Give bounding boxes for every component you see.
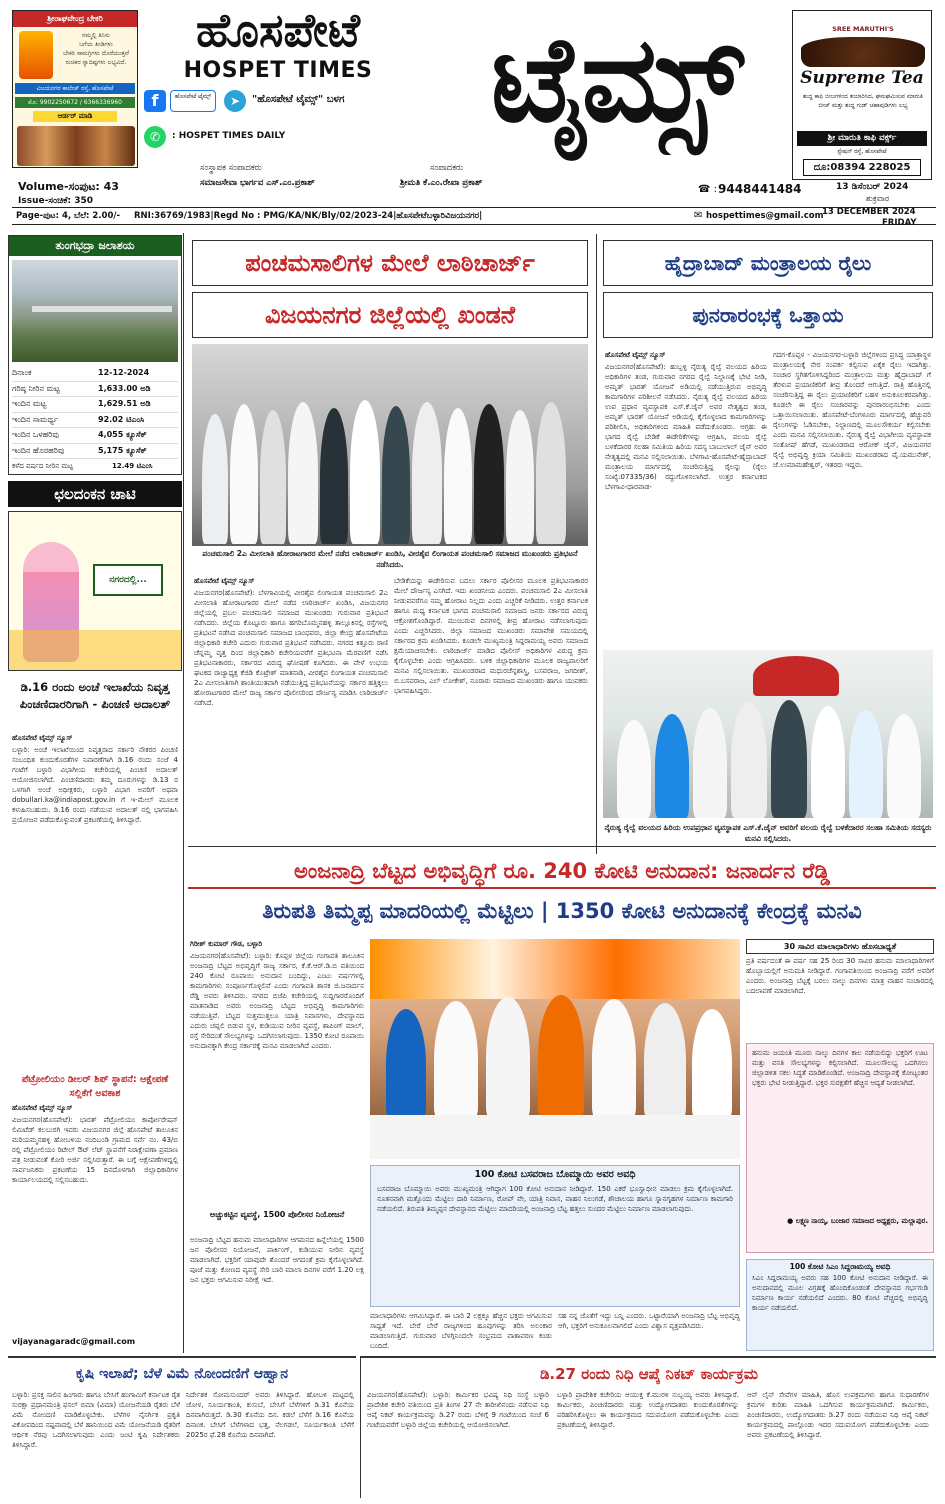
- tea-address: ಸ್ಟೇಷನ್ ರಸ್ತೆ, ಹೊಸಪೇಟೆ: [837, 148, 887, 155]
- nidhi-col2: ಬಳ್ಳಾರಿ ಪ್ರಾದೇಶಿಕ ಕಚೇರಿಯ ಆಯುಕ್ತ ಕೆ.ಮುರಳಿ ಸುಬ್ಬಯ್ಯ ಅವರು ತಿಳಿಸಿದ್ದಾರೆ. ಕಾರ್ಮಿಕರು, ಪಿಂಚಣಿದಾರರು ಮತ್ತು ಉದ್ಯೋಗದಾತರು ಕುಂದುಕೊರತೆಗಳನ್ನು ಪರಿಹರಿಸಿಕೊಳ್ಳಲು ಈ ಕಾರ್ಯಕ್ರಮದ ಸದುಪಯೋಗ ಪಡೆದುಕೊಳ್ಳಬೇಕು ಎಂದು ಪ್ರಕಟಣೆಯಲ್ಲಿ ತಿಳಿಸಿದ್ದಾರೆ.: [557, 1391, 739, 1429]
- siddu-title: 100 ಕೋಟಿ ಸಿಎಂ ಸಿದ್ದರಾಮಯ್ಯ ಅವಧಿ: [789, 1262, 891, 1271]
- nidhi-story: [360, 1356, 936, 1498]
- tea-cup-image: [801, 37, 925, 67]
- nidhi-headline: ಡಿ.27 ರಂದು ನಿಧಿ ಆಪ್ಕೆ ನಿಕಟ್ ಕಾರ್ಯಕ್ರಮ: [539, 1365, 759, 1383]
- tea-brand: SREE MARUTHI'S: [832, 25, 894, 33]
- siddu-body: ಸಿಎಂ ಸಿದ್ದರಾಮಯ್ಯ ಅವರು ಸಹ 100 ಕೋಟಿ ಅನುದಾನ ನೀಡಿದ್ದಾರೆ. ಈ ಅನುದಾನದಲ್ಲಿ ಮೂಲ ವಿಗ್ರಹಕ್ಕೆ ಹೊಂದಿಕೊಂಡಂತೆ ದೇವಸ್ಥಾನದ ಗರ್ಭಗುಡಿ ನಿರ್ಮಾಣ ಕಾರ್ಯ ನಡೆಯಲಿದೆ ಎಂದರು. 80 ಕೋಟಿ ವೆಚ್ಚದಲ್ಲಿ ಅಭಿವೃದ್ಧಿ ಕಾರ್ಯ ನಡೆಯಲಿದೆ.: [752, 1274, 928, 1312]
- hanuma-box: [746, 1043, 934, 1253]
- kannada-title: ಹೊಸಪೇಟೆ: [195, 3, 361, 57]
- bakery-line: ನಮ್ಮಲ್ಲಿ ತಿನಿಸು: [82, 32, 110, 39]
- founder-label: ಸಂಸ್ಥಾಪಕ ಸಂಪಾದಕರು: [200, 163, 262, 173]
- anjanadri-col2: ಮಾಲಾಧಾರಿಗಳು ಆಗಮಿಸಿದ್ದಾರೆ. ಈ ಬಾರಿ 2 ಲಕ್ಷಕ್ಕೂ ಹೆಚ್ಚಿನ ಭಕ್ತರು ಆಗಮಿಸುವ ಸಾಧ್ಯತೆ ಇದೆ. ಬೇರೆ ಬೇರೆ ರಾಜ್ಯಗಳಿಂದ ಹೂವುಗಳನ್ನು ತರಿಸಿ ಅಲಂಕಾರ ಮಾಡಲಾಗುತ್ತಿದೆ. ಗುರುವಾರ ಬೆಳಗ್ಗಿನಿಂದಲೇ ಸಂಭ್ರಮದ ವಾತಾವರಣ ಕಂಡು ಬಂದಿದೆ.: [370, 1312, 552, 1350]
- agri-col1: ಬಳ್ಳಾರಿ: ಪ್ರಸಕ್ತ ಸಾಲಿನ ಹಿಂಗಾರು ಹಾಗೂ ಬೇಸಿಗೆ ಹಂಗಾಮಿಗೆ ಕರ್ನಾಟಕ ರೈತ ಸುರಕ್ಷಾ ಪ್ರಧಾನಮಂತ್ರಿ ಫಸಲ್ ಬಿಮಾ (ವಿಮಾ) ಯೋಜನೆಯಡಿ ರೈತರು ಬೆಳೆ ವಿಮೆ ನೋಂದಣಿ ಮಾಡಿಕೊಳ್ಳಬೇಕು. ಬೆಳೆಗಳ ನೈಸರ್ಗಿಕ ಪ್ರಕೃತಿ ವಿಕೋಪದಿಂದ ನಷ್ಟವಾದಲ್ಲಿ ಬೆಳೆ ಹಾನಿಯಿಂದ ವಿಮೆ ಯೋಜನೆಯಡಿ ರೈತರಿಗೆ ಆರ್ಥಿಕ ನೆರವು ಒದಗಿಸಲಾಗುವುದು ಎಂದು ಜಂಟಿ ಕೃಷಿ ನಿರ್ದೇಶಕರು ತಿಳಿಸಿದ್ದಾರೆ.: [12, 1391, 180, 1449]
- phone-icon: ☎ :: [698, 184, 718, 195]
- bommai-box-body: ಬಸವರಾಜ ಬೊಮ್ಮಾಯಿ ಅವರು ಮುಖ್ಯಮಂತ್ರಿ ಆಗಿದ್ದಾಗ 100 ಕೋಟಿ ಅನುದಾನ ನೀಡಿದ್ದಾರೆ. 150 ಎಕರೆ ಭೂಸ್ವಾಧೀನ ಮಾಡಲು ಕ್ರಮ ಕೈಗೊಳ್ಳಲಾಗಿದೆ. ನೂತನವಾಗಿ ಮತ್ತೊಂದು ಮೆಟ್ಟಿಲು ದಾರಿ ನಿರ್ಮಾಣ, ರೋಪ್ ವೇ, ಯಾತ್ರಿ ನಿವಾಸ, ವಾಹನ ನಿಲುಗಡೆ, ಶೌಚಾಲಯ ಹಾಗೂ ಸ್ನಾನಗೃಹಗಳ ನಿರ್ಮಾಣ ಕಾಮಗಾರಿ ನಡೆಯಲಿದೆ. ತಿರುಪತಿ ತಿಮ್ಮಪ್ಪನ ದೇವಸ್ಥಾನದ ಮೆಟ್ಟಿಲು ಮಾದರಿಯಲ್ಲಿ ಅಂಜನಾದ್ರಿ ಬೆಟ್ಟ ಹತ್ತಲು ಸುಂದರ ಮೆಟ್ಟಿಲು ನಿರ್ಮಾಣ ಮಾಡಲಾಗುವುದು.: [377, 1185, 733, 1213]
- anjanadri-col1b: ಅಂಜನಾದ್ರಿ ಬೆಟ್ಟದ ಹನುಮ ಮಾಲಾಧಾರಿಗಳ ಆಗಮನದ ಹಿನ್ನೆಲೆಯಲ್ಲಿ 1500 ಜನ ಪೊಲೀಸರ ನಿಯೋಜನೆ, ಪಾರ್ಕಿಂಗ್, ಕುಡಿಯುವ ನೀರಿನ ವ್ಯವಸ್ಥೆ ಮಾಡಲಾಗಿದೆ. ಭಕ್ತರಿಗೆ ಯಾವುದೇ ತೊಂದರೆ ಆಗದಂತೆ ಕ್ರಮ ಕೈಗೊಳ್ಳಲಾಗಿದೆ. ಪೂಜೆ ಮತ್ತು ಕೋಣದ ವ್ಯವಸ್ಥೆ ಸೇರಿ ಬಾರಿ ಮಾಲಾ ದಿನಗಳ ವರೆಗೆ 1.20 ಲಕ್ಷ ಜನ ಭಕ್ತರು ಆಗಮಿಸುವ ನಿರೀಕ್ಷೆ ಇದೆ.: [190, 1236, 364, 1284]
- dam-row-key: ಇಂದಿನ ಸಾಮರ್ಥ್ಯ: [12, 414, 58, 424]
- anjanadri-byline: ಗಿರೀಶ್ ಕುಮಾರ್ ಗೌಡ, ಬಳ್ಳಾರಿ: [190, 940, 263, 948]
- bommai-box-title: 100 ಕೋಟಿ ಬಸವರಾಜ ಬೊಮ್ಮಾಯಿ ಅವರ ಅವಧಿ: [474, 1169, 636, 1180]
- fb-badge: ಹೊಸಪೇಟೆ ಟೈಮ್ಸ್: [170, 90, 216, 112]
- dam-row-key: ಕಳೆದ ವರ್ಷದ ನೀರಿನ ಮಟ್ಟ: [12, 462, 74, 470]
- siddu-box: [746, 1259, 934, 1351]
- dam-row-value: 92.02 ಟಿಎಂಸಿ: [98, 414, 145, 424]
- lathi-col1: ವಿಜಯನಗರ(ಹೊಸಪೇಟೆ): ಬೆಳಗಾವಿಯಲ್ಲಿ ವೀರಶೈವ ಲಿಂಗಾಯತ ಪಂಚಮಸಾಲಿ 2ಎ ಮೀಸಲಾತಿ ಹೋರಾಟಗಾರರ ಮೇಲೆ ನಡೆದ ಲಾಠಿಚಾರ್ಜ್ ಖಂಡಿಸಿ, ವಿಜಯನಗರ ಜಿಲ್ಲೆಯಲ್ಲಿ ಪ್ರಬಲ ಪಂಚಮಸಾಲಿ ಸಮಾಜದ ಮುಖಂಡರು ಗುರುವಾರ ಪ್ರತಿಭಟನೆ ನಡೆಸಿದರು. ಜಿಲ್ಲೆಯ ಕೊಟ್ಟೂರು ಹಾಗೂ ಹಗರಿಬೊಮ್ಮನಹಳ್ಳಿ ತಾಲ್ಲೂಕಿನಲ್ಲಿ ರಸ್ತೆಗಳಲ್ಲಿ ಪ್ರತಿಭಟನೆ ನಡೆಸಿದ ಪಂಚಮಸಾಲಿ ಸಮಾಜದ ಬಾಂಧವರು, ಜಿಲ್ಲಾ ಕೇಂದ್ರ ಹೊಸಪೇಟೆಯ ಜಿಲ್ಲಾಧಿಕಾರಿ ಕಚೇರಿ ಎದುರು ಗುರುವಾರ ಪ್ರತಿಭಟನೆ ನಡೆಸಿದರು. ನಗರದ ಕಿತ್ತೂರು ರಾಣಿ ಚೆನ್ನಮ್ಮ ವೃತ್ತ ದಿಂದ ಜಿಲ್ಲಾಧಿಕಾರಿ ಕಚೇರಿಯವರೆಗೆ ಪ್ರತಿಭಟನಾ ಮೆರವಣಿಗೆ ನಡೆಸಿ ಪ್ರತಿಭಟನಾಕಾರರು, ಸರ್ಕಾರದ ವಿರುದ್ಧ ಘೋಷಣೆ ಕೂಗಿದರು. ಈ ವೇಳೆ ಉಭಯ ಘಟಕದ ರಾಜ್ಯಾಧ್ಯಕ್ಷ ಕೆಜಿಡಿ ಕೊಟ್ರೇಶ್ ಮಾತನಾಡಿ, ವೀರಶೈವ ಲಿಂಗಾಯತ ಪಂಚಮಸಾಲಿ 2ಎ ಮೀಸಲಾತಿಗಾಗಿ ಶಾಂತಿಯುತವಾಗಿ ನಡೆಯುತ್ತಿದ್ದ ಪ್ರತಿಭಟನೆಯನ್ನು ಸರ್ಕಾರ ಹತ್ತಿಕ್ಕಲು ಹೋರಾಟಗಾರರ ಮೇಲೆ ರಾಜ್ಯ ಸರ್ಕಾರ ಪೊಲೀಸರಿಂದ ದೌರ್ಜನ್ಯ ಮಾಡಿಸಿ ಲಾಠಿಚಾರ್ಜ್ ನಡೆಸಿದೆ.: [194, 589, 388, 707]
- phone-number: 9448441484: [718, 182, 802, 196]
- bakery-phone: ಮೊ: 9902250672 / 6366336960: [15, 97, 135, 108]
- bommai-box: [370, 1165, 740, 1307]
- lathi-photo: [192, 344, 588, 546]
- dam-row-key: ಇಂದಿನ ಮಟ್ಟ: [12, 399, 47, 408]
- pension-headline: ಡಿ.16 ರಂದು ಅಂಚೆ ಇಲಾಖೆಯ ನಿವೃತ್ತ ಪಿಂಚಣಿದಾರರಿಗಾಗಿ - ಪಿಂಚಣಿ ಅದಾಲತ್: [19, 680, 171, 711]
- dam-row-value: 12.49 ಟಿಎಂಸಿ: [112, 462, 153, 470]
- dam-row-key: ಗರಿಷ್ಠ ನೀರಿನ ಮಟ್ಟ: [12, 383, 60, 393]
- tea-ad: [792, 10, 932, 180]
- issue: Issue-ಸಂಚಿಕೆ: 350: [18, 196, 94, 206]
- cartoon-panel: [8, 511, 182, 671]
- banner: [370, 939, 740, 999]
- dam-row-key: ಇಂದಿನ ಒಳಹರಿವು: [12, 430, 59, 439]
- bakery-ad-title: ಶ್ರೀರಾಘವೇಂದ್ರ ಬೇಕರಿ: [13, 11, 137, 27]
- masthead: [0, 0, 945, 232]
- anjanadri-headline-1: ಅಂಜನಾದ್ರಿ ಬೆಟ್ಟದ ಅಭಿವೃದ್ಧಿಗೆ ರೂ. 240 ಕೋಟಿ ಅನುದಾನ: ಜನಾರ್ದನ ರೆಡ್ಡಿ: [188, 853, 936, 889]
- rail-photo: [603, 650, 933, 818]
- dam-row-value: 1,633.00 ಅಡಿ: [98, 383, 151, 393]
- umbrella: [753, 656, 839, 696]
- day-kn: ಶುಕ್ರವಾರ: [866, 194, 890, 203]
- bakery-ad: [12, 10, 138, 168]
- facebook-icon[interactable]: f: [144, 90, 166, 112]
- dam-row-key: ಇಂದಿನ ಹೊರಹರಿವು: [12, 445, 65, 455]
- email[interactable]: hospettimes@gmail.com: [706, 211, 824, 221]
- editor-name: ಶ್ರೀಮತಿ ಕೆ.ಎಂ.ರೇಖಾ ಪ್ರಕಾಶ್: [400, 178, 483, 188]
- petrol-headline: ಪೆಟ್ರೋಲಿಯಂ ಡೀಲರ್ ಶಿಪ್ ಸ್ಥಾಪನೆ: ಆಕ್ಷೇಪಣೆ ಸಲ್ಲಿಕೆಗೆ ಅವಕಾಶ: [21, 1074, 169, 1099]
- whatsapp-icon[interactable]: ✆: [144, 126, 166, 148]
- tea-works: ಶ್ರೀ ಮಾರುತಿ ಕಾಫಿ ವರ್ಕ್ಸ್: [797, 131, 927, 146]
- lathi-story: [188, 234, 592, 854]
- reg-bar: [12, 207, 936, 225]
- english-title: HOSPET TIMES: [183, 58, 373, 83]
- anjanadri-col1: ವಿಜಯನಗರ(ಹೊಸಪೇಟೆ): ಬಳ್ಳಾರಿ: ಕೊಪ್ಪಳ ಜಿಲ್ಲೆಯ ಗಂಗಾವತಿ ತಾಲೂಕಿನ ಅಂಜನಾದ್ರಿ ಬೆಟ್ಟದ ಅಭಿವೃದ್ಧಿಗೆ ರಾಜ್ಯ ಸರ್ಕಾರ, ಕೆ.ಕೆ.ಆರ್.ಡಿ.ಬಿ ವತಿಯಿಂದ 240 ಕೋಟಿ ರೂಪಾಯಿ ಅನುದಾನ ಬಂದಿದ್ದು, ಎಂಟು ವರ್ಷಗಳಲ್ಲಿ ಕಾಮಗಾರಿಗಳು ಸಂಪೂರ್ಣಗೊಳ್ಳಲಿವೆ ಎಂದು ಗಂಗಾವತಿ ಶಾಸಕ ಜಿ.ಜನಾರ್ದನ ರೆಡ್ಡಿ ಅವರು ತಿಳಿಸಿದರು. ನಗರದ ಬಿಜೆಪಿ ಕಚೇರಿಯಲ್ಲಿ ಸುದ್ದಿಗಾರರೊಂದಿಗೆ ಮಾತನಾಡಿದ ಅವರು ಅಂಜನಾದ್ರಿ ಬೆಟ್ಟದ ಅಭಿವೃದ್ಧಿ ಕಾಮಗಾರಿಗಳು ನಡೆಯುತ್ತಿವೆ. ಬೆಟ್ಟದ ಸುತ್ತಮುತ್ತಲೂ ಯಾತ್ರಿ ನಿವಾಸಗಳು, ದೇವಸ್ಥಾನದ ಎದುರು ಚಪ್ಪಲಿ ಬಿಡುವ ಸ್ಥಳ, ಕುಡಿಯುವ ನೀರಿನ ವ್ಯವಸ್ಥೆ, ಶಾಪಿಂಗ್ ಮಾಲ್, ರಸ್ತೆ ಸೇರಿದಂತೆ ಸೌಲಭ್ಯಗಳನ್ನು ಒದಗಿಸಲಾಗುವುದು. 1350 ಕೋಟಿ ರೂಪಾಯಿ ಅನುದಾನಕ್ಕಾಗಿ ಕೇಂದ್ರ ಸರ್ಕಾರಕ್ಕೆ ಮನವಿ ಮಾಡಲಾಗಿದೆ ಎಂದರು.: [190, 952, 364, 1050]
- tea-name: Supreme Tea: [800, 68, 924, 88]
- rail-caption: ನೈರುತ್ಯ ರೈಲ್ವೆ ವಲಯದ ಹಿರಿಯ ಉಪಪ್ರಧಾನ ವ್ಯವಸ್ಥಾಪಕ ಎಸ್.ಕೆ.ಜೈನ್ ಅವರಿಗೆ ವಲಯ ರೈಲ್ವೆ ಬಳಕೆದಾರರ ಸಲಹಾ ಸಮಿತಿಯ ಸದಸ್ಯರು ಮನವಿ ಸಲ್ಲಿಸಿದರು.: [604, 823, 932, 843]
- telegram-icon[interactable]: ➤: [224, 90, 246, 112]
- lathi-col2: ಬೇಡಿಕೆಯನ್ನು ಈಡೇರಿಸುವ ಬದಲು ಸರ್ಕಾರ ಪೊಲೀಸರ ಮೂಲಕ ಪ್ರತಿಭಟನಾಕಾರರ ಮೇಲೆ ದೌರ್ಜನ್ಯ ಎಸಗಿದೆ. ಇದು ಖಂಡನೀಯ ಎಂದರು. ಪಂಚಮಸಾಲಿ 2ಎ ಮೀಸಲಾತಿ ನೀಡುವವರೆಗೂ ನಮ್ಮ ಹೋರಾಟ ನಿಲ್ಲದು ಎಂದು ಎಚ್ಚರಿಕೆ ನೀಡಿದರು. ಉತ್ತರ ಕರ್ನಾಟಕ ಹಾಗೂ ಮಧ್ಯ ಕರ್ನಾಟಕ ಭಾಗದ ಪಂಚಮಸಾಲಿ ಸಮಾಜದ ಜನರು ಸರ್ಕಾರದ ವಿರುದ್ಧ ಆಕ್ರೋಶಗೊಂಡಿದ್ದಾರೆ. ಮುಂಬರುವ ದಿನಗಳಲ್ಲಿ ತೀವ್ರ ಹೋರಾಟ ನಡೆಸಲಾಗುವುದು ಎಂದು ಎಚ್ಚರಿಸಿದರು. ಜಿಲ್ಲಾ ಸಮಾಜದ ಮುಖಂಡರು ಸಮಾವೇಶ ಸಮಯದಲ್ಲಿ ಸರ್ಕಾರದ ಕ್ರಮ ಖಂಡಿಸಿದರು. ಕೂಡಲೇ ಮುಖ್ಯಮಂತ್ರಿ ಸಿದ್ದರಾಮಯ್ಯ ಅವರು ಸಮಾಜದ ಕ್ಷಮೆಯಾಚಿಸಬೇಕು. ಲಾಠಿಚಾರ್ಜ್ ಮಾಡಿದ ಪೊಲೀಸ್ ಅಧಿಕಾರಿಗಳ ವಿರುದ್ಧ ಕ್ರಮ ಕೈಗೊಳ್ಳಬೇಕು ಎಂದು ಆಗ್ರಹಿಸಿದರು. ಬಳಿಕ ಜಿಲ್ಲಾಧಿಕಾರಿಗಳ ಮೂಲಕ ರಾಜ್ಯಪಾಲರಿಗೆ ಮನವಿ ಸಲ್ಲಿಸಲಾಯಿತು. ಮುಖಂಡರಾದ ಮಧುರಚೆನ್ನಶಾಸ್ತ್ರಿ, ಬಸವರಾಜ, ಜಗದೀಶ್, ಬಿ.ಬಸವರಾಜ, ಎಲ್ ಲೋಕೇಶ್, ನೂರಾರು ಸಮಾಜದ ಮುಖಂಡರು ಹಾಗೂ ಯುವಕರು ಭಾಗವಹಿಸಿದ್ದರು.: [394, 577, 588, 695]
- garland-box: [746, 939, 934, 1039]
- rail-headline-2: ಪುನರಾರಂಭಕ್ಕೆ ಒತ್ತಾಯ: [603, 292, 933, 338]
- anjanadri-headline-2: ತಿರುಪತಿ ತಿಮ್ಮಪ್ಪ ಮಾದರಿಯಲ್ಲಿ ಮೆಟ್ಟಿಲು | 1350 ಕೋಟಿ ಅನುದಾನಕ್ಕೆ ಕೇಂದ್ರಕ್ಕೆ ಮನವಿ: [262, 899, 862, 923]
- anjanadri-story: [188, 846, 936, 1354]
- bakery-address: ವಿಜಯನಗರ ಕಾಲೇಜ್ ರಸ್ತೆ, ಹೊಸಪೇಟೆ: [15, 83, 135, 94]
- cartoon-sofa: [9, 630, 181, 670]
- lathi-byline: ಹೊಸಪೇಟೆ ಟೈಮ್ಸ್ ನ್ಯೂಸ್: [194, 577, 255, 585]
- tea-phone: ದೂ:08394 228025: [803, 159, 921, 176]
- dam-row-value: 5,175 ಕ್ಯೂಸೆಕ್: [98, 445, 147, 455]
- bakery-order: ಆರ್ಡರ್ ಮಾಡಿ: [33, 111, 117, 122]
- agri-col2: ನಿರ್ದೇಶಕ ಸೋಮಸುಂದರ್ ಅವರು ತಿಳಿಸಿದ್ದಾರೆ. ಹೋಬಳಿ ಮಟ್ಟದಲ್ಲಿ ಜೋಳ, ಸೂರ್ಯಕಾಂತಿ, ಕುಸುಬೆ, ಬೇಸಿಗೆ ಬೆಳೆಗಳಿಗೆ ಡಿ.31 ಕೊನೆಯ ದಿನವಾಗಿರುತ್ತದೆ. ಡಿ.30 ಕೊನೆಯ ದಿನ. ಕಡಲೆ ಬೆಳೆಗೆ ಡಿ.16 ಕೊನೆಯ ದಿನಾಂಕ. ಬೇಸಿಗೆ ಬೆಳೆಗಳಾದ ಭತ್ತ, ನೆಲಗಡಲೆ, ಸೂರ್ಯಕಾಂತಿ ಬೆಳೆಗೆ 2025ರ ಫೆ.28 ಕೊನೆಯ ದಿನವಾಗಿದೆ.: [186, 1391, 354, 1439]
- facebook-group-text: "ಹೊಸಪೇಟೆ ಟೈಮ್ಸ್" ಬಳಗ: [252, 94, 345, 105]
- anjanadri-col3: ಸಹ ನನ್ನ ಜೊತೆಗೆ ಇದ್ದು ಬನ್ನಿ ಎಂದರು. ಒಟ್ಟಾರೆಯಾಗಿ ಅಂಜನಾದ್ರಿ ಬೆಟ್ಟ ಅಭಿವೃದ್ಧಿ ಆಗಿ, ಭಕ್ತರಿಗೆ ಅನುಕೂಲವಾಗಲಿದೆ ಎಂದು ವಿಶ್ವಾಸ ವ್ಯಕ್ತಪಡಿಸಿದರು.: [558, 1312, 740, 1330]
- bakery-line: ಬಗೆಯ ತಿಂಡಿಗಳು: [79, 41, 113, 48]
- pages: Page-ಪುಟ: 4, ಬೆಲೆ: 2.00/-: [16, 211, 121, 221]
- rail-story: [596, 234, 936, 854]
- dam-row-value: 4,055 ಕ್ಯೂಸೆಕ್: [98, 430, 147, 439]
- lathi-headline-1: ಪಂಚಮಸಾಲಿಗಳ ಮೇಲೆ ಲಾಠಿಚಾರ್ಜ್: [192, 240, 588, 286]
- pension-body: ಬಳ್ಳಾರಿ: ಅಂಚೆ ಇಲಾಖೆಯಿಂದ ನಿವೃತ್ತರಾದ ಸರ್ಕಾರಿ ನೌಕರರ ಪಿಂಚಣಿ ಸಂಬಂಧಿತ ಕುಂದುಕೊರತೆಗಳ ನಿವಾರಣೆಗಾಗಿ ಡಿ.16 ರಂದು ಸಂಜೆ 4 ಗಂಟೆಗೆ ಬಳ್ಳಾರಿ ವಿಭಾಗೀಯ ಕಚೇರಿಯಲ್ಲಿ ಪಿಂಚಣಿ ಅದಾಲತ್ ಆಯೋಜಿಸಲಾಗಿದೆ. ಪಿಂಚಣಿದಾರರು ತಮ್ಮ ದೂರುಗಳನ್ನು ಡಿ.13 ರ ಒಳಗಾಗಿ ಅಂಚೆ ಅಧೀಕ್ಷಕರು, ಬಳ್ಳಾರಿ ವಿಭಾಗ ಅವರಿಗೆ ಅಥವಾ dobullari.ka@indiapost.gov.in ಗೆ ಇ-ಮೇಲ್ ಮೂಲಕ ಕಳುಹಿಸಬಹುದು. ಡಿ.16 ರಂದು ನಡೆಯುವ ಅದಾಲತ್ ನಲ್ಲಿ ಭಾಗವಹಿಸಿ ಪ್ರಯೋಜನ ಪಡೆದುಕೊಳ್ಳುವಂತೆ ಪ್ರಕಟಣೆಯಲ್ಲಿ ತಿಳಿಸಿದ್ದಾರೆ.: [12, 746, 178, 824]
- lathi-caption: ಪಂಚಮಸಾಲಿ 2ಎ ಮೀಸಲಾತಿ ಹೋರಾಟಗಾರರ ಮೇಲೆ ನಡೆದ ಲಾಠಿಚಾರ್ಜ್ ಖಂಡಿಸಿ, ವೀರಶೈವ ಲಿಂಗಾಯತ ಪಂಚಮಸಾಲಿ ಸಮಾಜದ ಮುಖಂಡರು ಪ್ರತಿಭಟನೆ ನಡೆಸಿದರು.: [202, 549, 578, 569]
- cakes-image: [17, 126, 135, 166]
- whatsapp-text: : HOSPET TIMES DAILY: [172, 131, 286, 141]
- petrol-byline: ಹೊಸಪೇಟೆ ಟೈಮ್ಸ್ ನ್ಯೂಸ್: [12, 1104, 73, 1112]
- press-table: [370, 1115, 740, 1159]
- lathi-headline-2: ವಿಜಯನಗರ ಜಿಲ್ಲೆಯಲ್ಲಿ ಖಂಡನೆ: [192, 292, 588, 338]
- dam-row-value: 12-12-2024: [98, 368, 150, 377]
- bakery-line: ಬೇಕರಿ ಸಾಮಗ್ರಿಗಳು ದೊರೆಯುತ್ತವೆ: [63, 50, 129, 57]
- agri-story: [8, 1356, 356, 1498]
- garland-title: 30 ಸಾವಿರ ಮಾಲಾಧಾರಿಗಳು ಹೊಸಬಾಧ್ಯತೆ: [746, 939, 934, 954]
- date-kn: 13 ಡಿಸೆಂಬರ್ 2024: [836, 182, 909, 192]
- rail-headline-1: ಹೈದ್ರಾಬಾದ್ ಮಂತ್ರಾಲಯ ರೈಲು: [603, 240, 933, 286]
- big-title: ಟೈಮ್ಸ್: [490, 9, 740, 148]
- volume: Volume-ಸಂಪುಟ: 43: [18, 180, 119, 193]
- dam-panel: [8, 235, 182, 475]
- pension-byline: ಹೊಸಪೇಟೆ ಟೈಮ್ಸ್ ನ್ಯೂಸ್: [12, 734, 73, 742]
- reg-line: RNI:36769/1983|Regd No : PMG/KA/NK/Bly/02/2023-24|ಹೊಸಪೇಟೆಬಳ್ಳಾರಿವಿಜಯನಗರ|: [134, 211, 483, 221]
- bakery-line: ರುಚಿಕರ ಸ್ವಾದಿಷ್ಟಗಳು ಲಭ್ಯವಿದೆ.: [65, 59, 127, 66]
- rail-col1: ವಿಜಯನಗರ(ಹೊಸಪೇಟೆ): ಹುಬ್ಬಳ್ಳಿ ನೈರುತ್ಯ ರೈಲ್ವೆ ವಲಯದ ಹಿರಿಯ ಅಧಿಕಾರಿಗಳ ತಂಡ, ಗುರುವಾರ ನಗರದ ರೈಲ್ವೆ ನಿಲ್ದಾಣಕ್ಕೆ ಭೇಟಿ ನೀಡಿ, ಅಮೃತ್ ಭಾರತ್ ಯೋಜನೆ ಅಡಿಯಲ್ಲಿ ನಡೆಯುತ್ತಿರುವ ಅಭಿವೃದ್ಧಿ ಕಾಮಗಾರಿಗಳ ಪರಿಶೀಲನೆ ನಡೆಸಿದರು. ನೈರುತ್ಯ ರೈಲ್ವೆ ವಲಯದ ಹಿರಿಯ ಉಪ ಪ್ರಧಾನ ವ್ಯವಸ್ಥಾಪಕ ಎಸ್.ಕೆ.ಜೈನ್ ಅವರ ನೇತೃತ್ವದ ತಂಡ, ಅಮೃತ್ ಭಾರತ್ ಯೋಜನೆ ಅಡಿಯಲ್ಲಿ ಕೈಗೊಳ್ಳಲಾದ ಕಾಮಗಾರಿಗಳನ್ನು ಪರಿಶೀಲಿಸಿ, ಅಧಿಕಾರಿಗಳಿಂದ ಮಾಹಿತಿ ಪಡೆದುಕೊಂಡರು. ಆಗ್ರಹ: ಈ ಭಾಗದ ರೈಲ್ವೆ ಬೇಡಿಕೆ ಈಡೇರಿಕೆಗಳನ್ನು ಆಗ್ರಹಿಸಿ, ವಲಯ ರೈಲ್ವೆ ಬಳಕೆದಾರರ ಸಲಹಾ ಸಮಿತಿಯ ಹಿರಿಯ ಸದಸ್ಯ ಬಾಬುಲಾಲ್ ಜೈನ್ ಅವರ ನೇತೃತ್ವದಲ್ಲಿ ಮನವಿ ಸಲ್ಲಿಸಲಾಯಿತು. ಬೆಳಗಾವಿ-ಹೊಸಪೇಟೆ-ಹೈದ್ರಾಬಾದ್ ಮಂತ್ರಾಲಯ ಮಾರ್ಗದಲ್ಲಿ ಸಂಚರಿಸುತ್ತಿದ್ದ ರೈಲನ್ನು (ರೈಲು ಸಂಖ್ಯೆ:07335/36) ರದ್ದುಗೊಳಿಸಲಾಗಿದೆ. ಉತ್ತರ ಕರ್ನಾಟಕದ ಬೆಳಗಾವಿ-ಧಾರವಾಡ-: [605, 363, 767, 491]
- nidhi-col3: ಆನ್ ಲೈನ್ ಸೇವೆಗಳ ಮಾಹಿತಿ, ಹೊಸ ಉಪಕ್ರಮಗಳು ಹಾಗೂ ಸುಧಾರಣೆಗಳ ಕ್ರಮಗಳ ಕುರಿತು ಮಾಹಿತಿ ಒದಗಿಸುವ ಕಾರ್ಯಕ್ರಮವಾಗಿದೆ. ಕಾರ್ಮಿಕರು, ಪಿಂಚಣಿದಾರರು, ಉದ್ಯೋಗದಾತರು ಡಿ.27 ರಂದು ನಡೆಯುವ ನಿಧಿ ಆಪ್ಕೆ ನಿಕಟ್ ಕಾರ್ಯಕ್ರಮದಲ್ಲಿ ಪಾಲ್ಗೊಂಡು ಇದರ ಸದುಪಯೋಗ ಪಡೆದುಕೊಳ್ಳಬೇಕು ಎಂದು ಅವರು ಪ್ರಕಟಣೆಯಲ್ಲಿ ತಿಳಿಸಿದ್ದಾರೆ.: [747, 1391, 929, 1439]
- dam-title: ತುಂಗಭದ್ರಾ ಜಲಾಶಯ: [9, 236, 181, 256]
- rail-byline: ಹೊಸಪೇಟೆ ಟೈಮ್ಸ್ ನ್ಯೂಸ್: [605, 351, 666, 359]
- dam-row-value: 1,629.51 ಅಡಿ: [98, 399, 151, 408]
- hanuma-body: ಹನುಮ ಜಯಂತಿ ಮೂರು ನಾಲ್ಕು ದಿನಗಳ ಕಾಲ ನಡೆಯಲಿದ್ದು ಭಕ್ತರಿಗೆ ಊಟ ಮತ್ತು ವಸತಿ ಸೌಲಭ್ಯಗಳನ್ನು ಕಲ್ಪಿಸಲಾಗಿದೆ. ಮೂಲಸೌಲಭ್ಯ ಒದಗಿಸಲು ಜಿಲ್ಲಾಡಳಿತ ಸಕಲ ಸಿದ್ಧತೆ ಮಾಡಿಕೊಂಡಿದೆ. ಅಂಜನಾದ್ರಿ ದೇವಸ್ಥಾನಕ್ಕೆ ಕೋಟ್ಯಂತರ ಭಕ್ತರು ಭೇಟಿ ನೀಡುತ್ತಿದ್ದಾರೆ. ಭಕ್ತರ ಸುರಕ್ಷತೆಗೆ ಹೆಚ್ಚಿನ ಆದ್ಯತೆ ನೀಡಲಾಗಿದೆ.: [752, 1049, 928, 1087]
- anjanadri-sub: ಅಚ್ಚುಕಟ್ಟಿನ ವ್ಯವಸ್ಥೆ, 1500 ಪೊಲೀಸರ ನಿಯೋಜನೆ: [209, 1210, 345, 1219]
- garland-body: ಪ್ರತಿ ವರ್ಷದಂತೆ ಈ ವರ್ಷ ಸಹ 25 ರಿಂದ 30 ಸಾವಿರ ಹನುಮ ಮಾಲಾಧಾರಿಗಳಿಗೆ ಹೊಬ್ಬಾಯಲ್ಲಿಗೆ ಅನುಮತಿ ನೀಡಿದ್ದಾರೆ. ಗಂಗಾವತಿಯಿಂದ ಅಂಜನಾದ್ರಿ ವರೆಗೆ ಅವರಿಗೆ ಎಂದರು. ಅಂಜನಾದ್ರಿ ಬೆಟ್ಟಕ್ಕೆ ಬರಲು ನಾಲ್ಕು ದಿನಗಳು ಮಾತ್ರ ವಾಹನ ಸಂಚಾರದಲ್ಲಿ ಬದಲಾವಣೆ ಮಾಡಲಾಗಿದೆ.: [746, 957, 934, 995]
- date-en: 13 DECEMBER 2024: [822, 207, 916, 217]
- tea-text: ಶುದ್ಧ ಕಾಫಿ ಬೀಜಗಳಿಂದ ತಯಾರಿಸಿದ, ಘಮಘಮಿಸುವ ಮಾರುತಿ ಬೀಜ್ ಮತ್ತು ಶುದ್ಧ ಗುಡ್ ಚಹಾಪುಡಿಗಳು ಲಭ್ಯ: [803, 93, 923, 109]
- bakery-deity-image: [19, 31, 53, 79]
- day-en: FRIDAY: [882, 218, 917, 228]
- rail-col2: ಗದಗ-ಕೊಪ್ಪಳ - ವಿಜಯನಗರ-ಬಳ್ಳಾರಿ ಜಿಲ್ಲೆಗಳಿಂದ ಪ್ರಸಿದ್ಧ ಯಾತ್ರಾಸ್ಥಳ ಮಂತ್ರಾಲಯಕ್ಕೆ ನೇರ ಸಂಪರ್ಕ ಕಲ್ಪಿಸುವ ಏಕೈಕ ರೈಲು ಇದಾಗಿತ್ತು. ಸಂಚಾರ ಸ್ಥಗಿತಗೊಳಿಸಿದ್ದರಿಂದ ಮಂತ್ರಾಲಯ ಮತ್ತು ಹೈದ್ರಾಬಾದ್ ಗೆ ತೆರಳುವ ಪ್ರಯಾಣಿಕರಿಗೆ ತೀವ್ರ ತೊಂದರೆ ಆಗುತ್ತಿದೆ. ರಾತ್ರಿ ಹೊತ್ತಿನಲ್ಲಿ ಸಂಚರಿಸುತ್ತಿದ್ದ ಈ ರೈಲು ಪ್ರಯಾಣಿಕರಿಗೆ ಬಹಳ ಅನುಕೂಲಕರವಾಗಿತ್ತು. ಕೂಡಲೇ ಈ ರೈಲು ಸಂಚಾರವನ್ನು ಪುನರಾರಂಭಿಸಬೇಕು ಎಂದು ಒತ್ತಾಯಿಸಲಾಯಿತು. ಹೊಸಪೇಟೆ-ಬೆಂಗಳೂರು ಮಾರ್ಗದಲ್ಲಿ ಹೆಚ್ಚುವರಿ ರೈಲುಗಳನ್ನು ಓಡಿಸಬೇಕು, ನಿಲ್ದಾಣದಲ್ಲಿ ಮೂಲಸೌಕರ್ಯ ಕಲ್ಪಿಸಬೇಕು ಎಂದು ಮನವಿ ಸಲ್ಲಿಸಲಾಯಿತು. ನೈರುತ್ಯ ರೈಲ್ವೆ ವಿಭಾಗೀಯ ವ್ಯವಸ್ಥಾಪಕ ಸಂತೋಷ್ ಹೆಗಡೆ, ಮುಖಂಡರಾದ ಆರೋಕ್ ಜೈನ್, ವಿಜಯನಗರ ರೈಲ್ವೆ ಅಭಿವೃದ್ಧಿ ಕ್ರಿಯಾ ಸಮಿತಿಯ ಮುಖಂಡರಾದ ವೈ.ಯಮುನೇಶ್, ಜೆ.ಉಮಾಮಹೇಶ್ವರ್, ಇತರರು ಇದ್ದರು.: [773, 351, 931, 469]
- cartoon-title: ಛಲದಂಕನ ಚಾಟಿ: [8, 481, 182, 507]
- mail-icon: ✉: [694, 210, 703, 221]
- petrol-body: ವಿಜಯನಗರ(ಹೊಸಪೇಟೆ): ಭಾರತ್ ಪೆಟ್ರೋಲಿಯಂ ಕಾರ್ಪೋರೇಷನ್ ಲಿಮಿಟೆಡ್ ಕಲಬುರಗಿ ಇವರು ವಿಜಯನಗರ ಜಿಲ್ಲೆ ಹೊಸಪೇಟೆ ತಾಲೂಕಿನ ಮರಿಯಮ್ಮನಹಳ್ಳಿ ಹೋಬಳಿಯ ನಂದಿಬಂಡಿ ಗ್ರಾಮದ ಸರ್ವೆ ನಂ. 43/ಬಿ ರಲ್ಲಿ ಪೆಟ್ರೋಲಿಯಂ ರಿಟೇಲ್ ಔಟ್ ಲೆಟ್ ಸ್ಥಾಪನೆಗೆ ನಿರಾಕ್ಷೇಪಣಾ ಪ್ರಮಾಣ ಪತ್ರ ನೀಡುವಂತೆ ಕೋರಿ ಅರ್ಜಿ ಸಲ್ಲಿಸಿರುತ್ತಾರೆ. ಈ ಬಗ್ಗೆ ಆಕ್ಷೇಪಣೆಗಳಿದ್ದಲ್ಲಿ ಸಾರ್ವಜನಿಕರು ಪ್ರಕಟಣೆಯ 15 ದಿನದೊಳಗಾಗಿ ಜಿಲ್ಲಾಧಿಕಾರಿಗಳ ಕಾರ್ಯಾಲಯದಲ್ಲಿ ಸಲ್ಲಿಸಬಹುದು.: [12, 1116, 178, 1184]
- anjanadri-photo: [370, 939, 740, 1159]
- founder-name: ಸಮಾಜಸೇವಾ ಭಾರ್ಗವ ಎಸ್.ಎಂ.ಪ್ರಕಾಶ್: [200, 178, 315, 188]
- hanuma-sign: ● ಲಕ್ಷ್ಮಣ ನಾಯ್ಕ, ಬಂಜಾರ ಸಮಾಜದ ಅಧ್ಯಕ್ಷರು, ಮಲ್ಲಾಪುರ.: [787, 1217, 928, 1225]
- left-sidebar: [8, 233, 184, 1353]
- petrol-email[interactable]: vijayanagaradc@gmail.com: [12, 1337, 136, 1346]
- dam-row-key: ದಿನಾಂಕ: [12, 368, 32, 377]
- dam-photo: [12, 260, 178, 362]
- cartoon-sign: ನಗರದಲ್ಲಿ...: [93, 564, 163, 596]
- nidhi-col1: ವಿಜಯನಗರ(ಹೊಸಪೇಟೆ): ಬಳ್ಳಾರಿ: ಕಾರ್ಮಿಕರ ಭವಿಷ್ಯ ನಿಧಿ ಸಂಸ್ಥೆ ಬಳ್ಳಾರಿ ಪ್ರಾದೇಶಿಕ ಕಚೇರಿ ವತಿಯಿಂದ ಪ್ರತಿ ತಿಂಗಳ 27 ನೇ ತಾರೀಖಿನಂದು ನಡೆಸುವ ನಿಧಿ ಆಪ್ಕೆ ನಿಕಟ್ ಕಾರ್ಯಕ್ರಮವನ್ನು ಡಿ.27 ರಂದು ಬೆಳಿಗ್ಗೆ 9 ಗಂಟೆಯಿಂದ ಸಂಜೆ 6 ಗಂಟೆಯವರೆಗೆ ಬಳ್ಳಾರಿ ಜಿಲ್ಲೆಯ ಕಚೇರಿಯಲ್ಲಿ ಆಯೋಜಿಸಲಾಗಿದೆ.: [367, 1391, 549, 1429]
- editor-label: ಸಂಪಾದಕರು: [430, 163, 464, 173]
- agri-headline: ಕೃಷಿ ಇಲಾಖೆ; ಬೆಳೆ ವಿಮೆ ನೋಂದಣಿಗೆ ಆಹ್ವಾನ: [75, 1366, 289, 1382]
